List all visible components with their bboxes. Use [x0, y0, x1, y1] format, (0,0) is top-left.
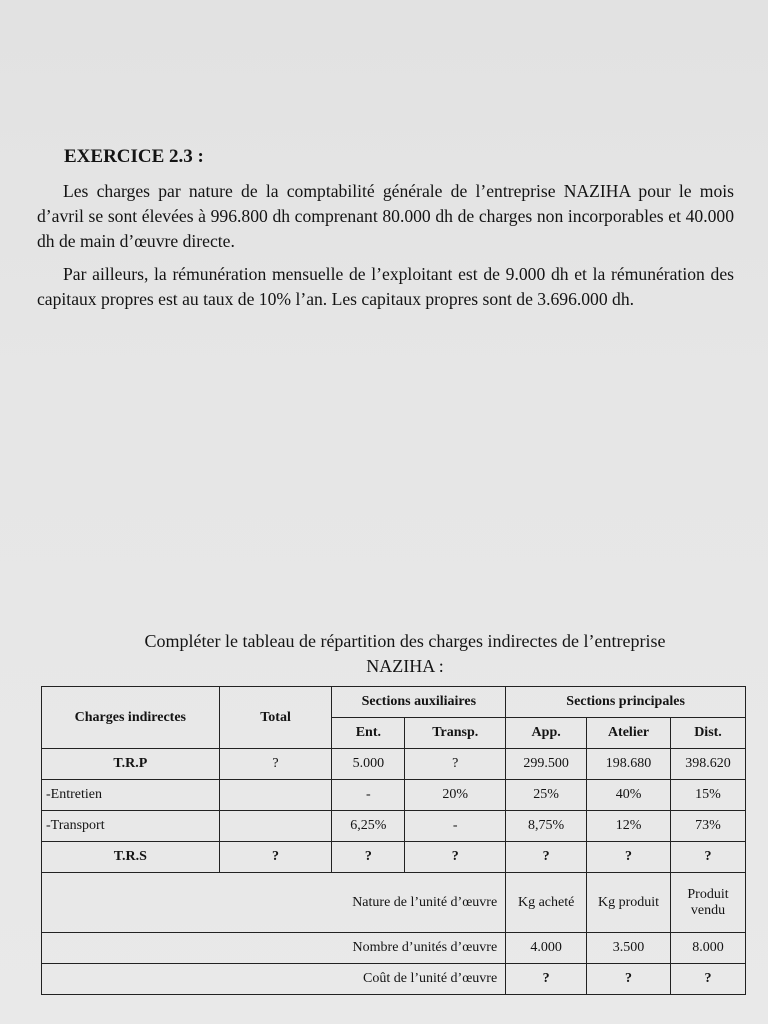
cell-app: 8,75%	[506, 811, 587, 842]
row-label: T.R.S	[42, 842, 220, 873]
cell-dist: 15%	[671, 780, 746, 811]
cell-atelier: 198.680	[587, 749, 671, 780]
exercise-paragraph-2: Par ailleurs, la rémunération mensuelle de l’exploitant est de 9.000 dh et la rémunération des capitaux propres est au taux de 10% l’an. Les capitaux propres sont de 3.696.000 dh.	[37, 264, 734, 309]
cell-dist: 398.620	[671, 749, 746, 780]
cell-atelier: ?	[587, 842, 671, 873]
cell-total: ?	[219, 842, 332, 873]
cell-transp: ?	[405, 749, 506, 780]
cell-total	[219, 811, 332, 842]
row-label: T.R.P	[42, 749, 220, 780]
distribution-table	[41, 686, 746, 995]
cell-dist: ?	[671, 842, 746, 873]
cout-dist: ?	[671, 964, 746, 995]
instruction-line-1: Compléter le tableau de répartition des charges indirectes de l’entreprise	[144, 631, 666, 651]
table-row-nature	[42, 873, 746, 933]
instruction-line-2: NAZIHA :	[366, 656, 444, 676]
table-instruction	[60, 629, 750, 679]
nature-app: Kg acheté	[506, 873, 587, 933]
cout-app: ?	[506, 964, 587, 995]
cell-dist: 73%	[671, 811, 746, 842]
header-atelier: Atelier	[587, 718, 671, 749]
exercise-title: EXERCICE 2.3 :	[64, 146, 204, 167]
cell-app: ?	[506, 842, 587, 873]
cell-ent: -	[332, 780, 405, 811]
table-row-nombre	[42, 933, 746, 964]
nature-label: Nature de l’unité d’œuvre	[42, 873, 506, 933]
cell-total	[219, 780, 332, 811]
cell-ent: 6,25%	[332, 811, 405, 842]
header-dist: Dist.	[671, 718, 746, 749]
nombre-label: Nombre d’unités d’œuvre	[42, 933, 506, 964]
nombre-dist: 8.000	[671, 933, 746, 964]
header-total: Total	[219, 687, 332, 749]
table-header-row-1	[42, 687, 746, 718]
row-label: -Transport	[42, 811, 220, 842]
nature-dist: Produit vendu	[671, 873, 746, 933]
cout-atelier: ?	[587, 964, 671, 995]
cout-label: Coût de l’unité d’œuvre	[42, 964, 506, 995]
header-sections-auxiliaires: Sections auxiliaires	[332, 687, 506, 718]
header-transp: Transp.	[405, 718, 506, 749]
cell-total: ?	[219, 749, 332, 780]
header-charges-indirectes: Charges indirectes	[42, 687, 220, 749]
nombre-atelier: 3.500	[587, 933, 671, 964]
header-app: App.	[506, 718, 587, 749]
table-row-entretien	[42, 780, 746, 811]
cell-app: 299.500	[506, 749, 587, 780]
row-label: -Entretien	[42, 780, 220, 811]
cell-transp: ?	[405, 842, 506, 873]
cell-ent: 5.000	[332, 749, 405, 780]
cell-ent: ?	[332, 842, 405, 873]
cell-transp: 20%	[405, 780, 506, 811]
header-sections-principales: Sections principales	[506, 687, 746, 718]
exercise-paragraph-1: Les charges par nature de la comptabilité générale de l’entreprise NAZIHA pour le mois d’avril se sont élevées à 996.800 dh comprenant 80.000 dh de charges non incorporables et 40.000 dh de main d’œuvre directe.	[37, 181, 734, 251]
cell-app: 25%	[506, 780, 587, 811]
table-row-transport	[42, 811, 746, 842]
nature-atelier: Kg produit	[587, 873, 671, 933]
header-ent: Ent.	[332, 718, 405, 749]
cell-transp: -	[405, 811, 506, 842]
cell-atelier: 40%	[587, 780, 671, 811]
cell-atelier: 12%	[587, 811, 671, 842]
table-row-trs	[42, 842, 746, 873]
table-row-trp	[42, 749, 746, 780]
nombre-app: 4.000	[506, 933, 587, 964]
table-row-cout	[42, 964, 746, 995]
